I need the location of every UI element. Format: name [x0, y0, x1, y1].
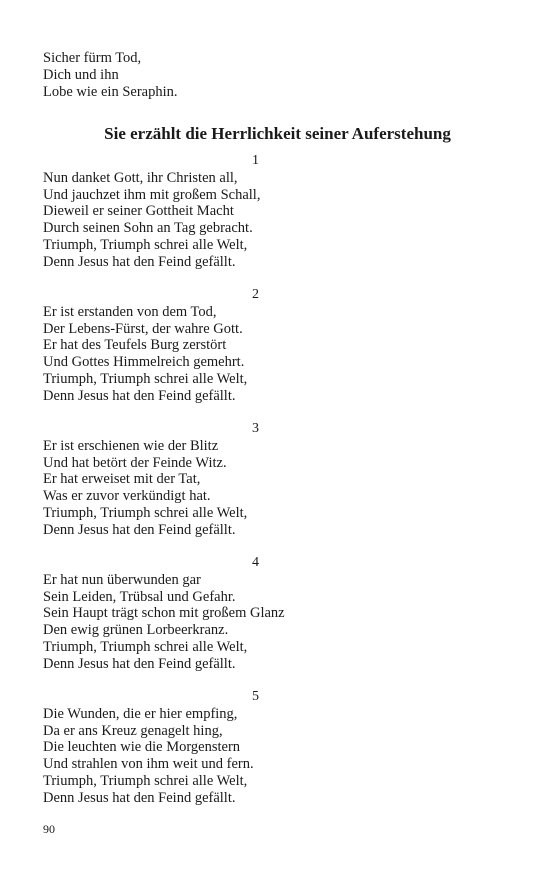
stanza-1	[43, 153, 513, 271]
verse-line: Lobe wie ein Seraphin.	[43, 83, 178, 100]
verse-line: Was er zuvor verkündigt hat.	[43, 488, 211, 505]
verse-line: Triumph, Triumph schrei alle Welt,	[43, 638, 248, 655]
stanza-2	[43, 287, 513, 405]
verse-line: Er hat nun überwunden gar	[43, 571, 201, 588]
stanza-4	[43, 555, 513, 673]
verse-line: Die leuchten wie die Morgenstern	[43, 739, 241, 756]
stanza-3	[43, 421, 513, 539]
verse-line: Nun danket Gott, ihr Christen all,	[43, 169, 238, 186]
stanza-number: 3	[252, 421, 259, 436]
verse-line: Da er ans Kreuz genagelt hing,	[43, 722, 223, 739]
verse-line: Denn Jesus hat den Feind gefällt.	[43, 521, 236, 538]
page-number: 90	[43, 822, 55, 836]
intro-stanza-end	[43, 50, 178, 100]
verse-line: Denn Jesus hat den Feind gefällt.	[43, 253, 236, 270]
verse-line: Dich und ihn	[43, 66, 119, 83]
verse-line: Sicher fürm Tod,	[43, 50, 142, 66]
stanza-number: 2	[252, 287, 259, 302]
verse-line: Dieweil er seiner Gottheit Macht	[43, 203, 234, 220]
verse-line: Triumph, Triumph schrei alle Welt,	[43, 504, 248, 521]
verse-line: Denn Jesus hat den Feind gefällt.	[43, 655, 236, 672]
verse-line: Denn Jesus hat den Feind gefällt.	[43, 387, 236, 404]
verse-line: Durch seinen Sohn an Tag gebracht.	[43, 220, 253, 237]
verse-line: Und strahlen von ihm weit und fern.	[43, 756, 254, 773]
stanza-number: 4	[252, 555, 259, 570]
verse-line: Und hat betört der Feinde Witz.	[43, 454, 227, 471]
verse-line: Triumph, Triumph schrei alle Welt,	[43, 772, 248, 789]
stanza-5	[43, 689, 513, 807]
verse-line: Denn Jesus hat den Feind gefällt.	[43, 789, 236, 806]
verse-line: Er hat erweiset mit der Tat,	[43, 471, 201, 488]
stanza-number: 1	[252, 153, 259, 168]
verse-line: Sein Leiden, Trübsal und Gefahr.	[43, 588, 236, 605]
verse-line: Und jauchzet ihm mit großem Schall,	[43, 186, 261, 203]
verse-line: Den ewig grünen Lorbeerkranz.	[43, 622, 229, 639]
verse-line: Der Lebens-Fürst, der wahre Gott.	[43, 320, 243, 337]
verse-line: Und Gottes Himmelreich gemehrt.	[43, 354, 245, 371]
verse-line: Triumph, Triumph schrei alle Welt,	[43, 236, 248, 253]
verse-line: Triumph, Triumph schrei alle Welt,	[43, 370, 248, 387]
stanza-number: 5	[252, 689, 259, 704]
verse-line: Die Wunden, die er hier empfing,	[43, 705, 238, 722]
poem-title: Sie erzählt die Herrlichkeit seiner Auferstehung	[104, 124, 451, 143]
verse-line: Er hat des Teufels Burg zerstört	[43, 337, 227, 354]
verse-line: Sein Haupt trägt schon mit großem Glanz	[43, 605, 285, 622]
verse-line: Er ist erstanden von dem Tod,	[43, 303, 217, 320]
verse-line: Er ist erschienen wie der Blitz	[43, 437, 219, 454]
